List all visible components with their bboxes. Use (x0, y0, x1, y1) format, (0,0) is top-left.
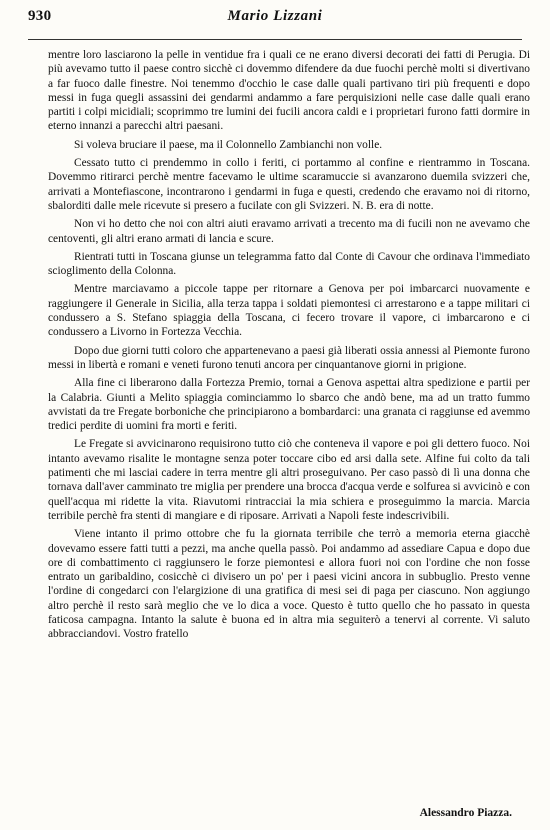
page-header (28, 8, 522, 32)
paragraph: Non vi ho detto che noi con altri aiuti eravamo arrivati a trecento ma di fucili non ne avevamo che centoventi, gli altri erano armati di lancia e scure. (48, 218, 530, 245)
signature: Alessandro Piazza. (419, 807, 512, 819)
paragraph: Si voleva bruciare il paese, ma il Colonnello Zambianchi non volle. (74, 138, 383, 151)
paragraph: Dopo due giorni tutti coloro che appartenevano a paesi già liberati ossia annessi al Piemonte furono messi in libertà e romani e veneti furono tenuti ancora per cinquantanove giorni in prigione. (48, 344, 530, 371)
paragraph: Viene intanto il primo ottobre che fu la giornata terribile che terrò a memoria eterna giacchè dovevamo essere fatti tutti a pezzi, ma anche quella passò. Poi andammo ad assediare Capua e dopo due ore di combattimento ci raggiunsero le forze piemontesi e allora fuori noi con l'ordine che non fosse entrato un garibaldino, cosicchè ci divisero un po' per i paesi vicini ancora in subbuglio. Presto venne l'ordine di congedarci con l'elargizione di una gratifica di mesi sei di paga per ciascuno. Non aggiungo altro perchè il resto sarà meglio che ve lo dica a voce. Questo è tutto quello che ho passato in questa faticosa campagna. Intanto la salute è buona ed in altra mia seguiterò a tenervi al corrente. Vi saluto abbracciandovi. Vostro fratello (48, 528, 530, 641)
paragraph: Mentre marciavamo a piccole tappe per ritornare a Genova per poi imbarcarci nuovamente e raggiungere il Generale in Sicilia, alla terza tappa i soldati piemontesi ci arrestarono e a tappe militari ci condussero a S. Stefano spiaggia della Toscana, ci fecero trovare il vapore, ci imbarcarono e ci condussero a Livorno in Fortezza Vecchia. (48, 283, 530, 339)
body-text (48, 48, 530, 646)
paragraph: Cessato tutto ci prendemmo in collo i feriti, ci portammo al confine e rientrammo in Toscana. Dovemmo ritirarci perchè mentre facevamo le ultime scaramuccie si avanzarono duemila svizzeri che, arrivati a Montefiascone, incontrarono i gendarmi in fuga e questi, credendo che eravamo noi di ritorno, sbalorditi dalle mele ricevute si presero a fucilate con gli Svizzeri. N. B. era di notte. (48, 157, 530, 212)
header-rule (28, 39, 522, 40)
running-head: Mario Lizzani (227, 8, 323, 24)
paragraph: mentre loro lasciarono la pelle in ventidue fra i quali ce ne erano diversi decorati dei fatti di Perugia. Di più avevamo tutto il paese contro sicchè ci dovemmo difendere da due fuochi perchè molti si divertivano a far fuoco dalle finestre. Noi tenemmo d'occhio le case dalle quali partivano tiri più frequenti e dopo messi in fuga quegli assassini dei gendarmi andammo a fare perquisizioni nelle case dalle quali erano partiti i colpi micidiali; scoprimmo tre lumini dei fucili ancora caldi e i proprietari furono fatti dormire in eterno innanzi a parecchi altri paesani. (48, 49, 530, 133)
page-number: 930 (28, 8, 52, 24)
paragraph: Alla fine ci liberarono dalla Fortezza Premio, tornai a Genova aspettai altra spedizione e partii per la Calabria. Giunti a Melito spiaggia cominciammo lo sbarco che andò bene, ma ad un tratto fummo avvistati da tre Fregate borboniche che principiarono a bombardarci: una granata ci raggiunse ed avemmo tredici perdite di uomini fra morti e feriti. (48, 377, 531, 433)
paragraph: Le Fregate si avvicinarono requisirono tutto ciò che conteneva il vapore e poi gli dettero fuoco. Noi intanto avevamo risalite le montagne senza poter toccare cibo ed arsi dalla sete. Alfine fui colto da tali patimenti che mi lasciai cadere in terra mentre gli altri proseguivano. Per caso passò di lì una donna che tornava dall'aver camminato tre miglia per prendere una brocca d'acqua verde e solfurea si avvicinò e con quell'acqua mi ridette la vita. Riavutomi rintracciai la mia schiera e proseguimmo la marcia. Marcia terribile perchè fra stenti di mangiare e di riposare. Arrivati a Napoli feste indescrivibili. (48, 438, 530, 522)
paragraph: Rientrati tutti in Toscana giunse un telegramma fatto dal Conte di Cavour che ordinava l'immediato scioglimento della Colonna. (48, 250, 530, 278)
